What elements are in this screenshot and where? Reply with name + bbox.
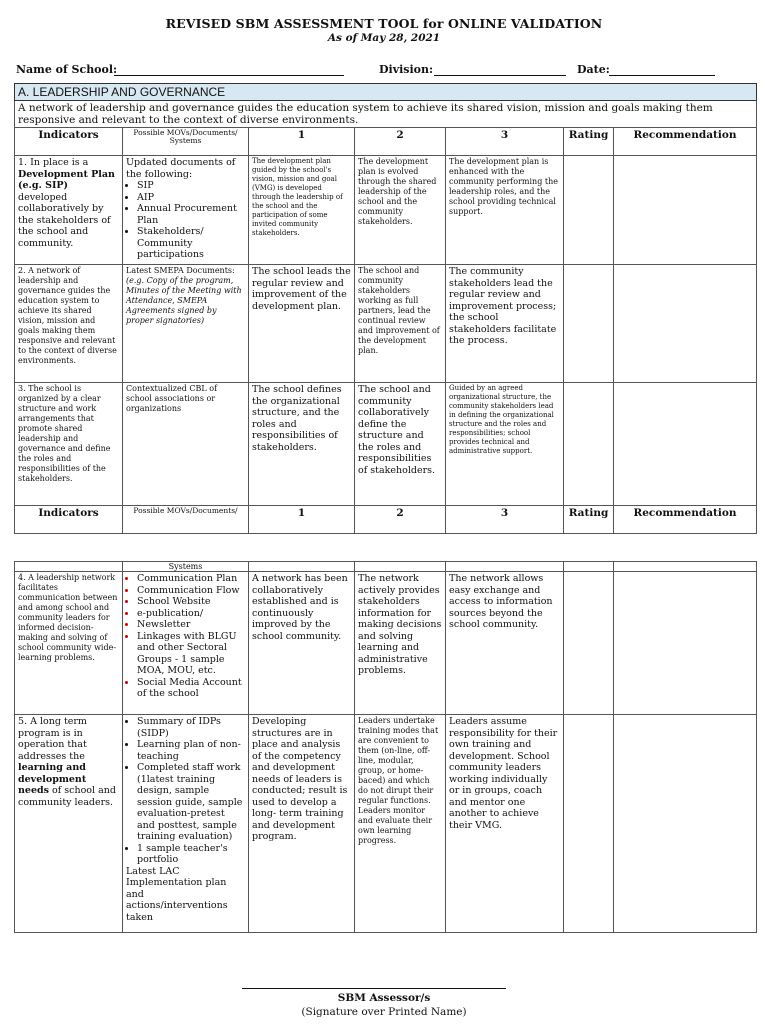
mov-item: • Learning plan of non-teaching — [137, 739, 245, 762]
col-level-2-cont — [355, 562, 446, 572]
assessment-table-part-1 — [14, 83, 757, 534]
level-3-cell: Guided by an agreed organizational structure, the community stakeholders lead in defining the organizational structure and the roles and responsibilities; school provides technical and administrative support. — [446, 383, 564, 506]
col-level-1: 1 — [249, 128, 355, 156]
rating-cell[interactable] — [564, 265, 614, 383]
indicator-text: 5. A long term program is in operation that addresses the — [18, 716, 87, 762]
mov-item: • SIP — [137, 180, 245, 192]
indicator-text: of school and community leaders. — [18, 785, 116, 808]
mov-item: • Summary of IDPs (SIDP) — [137, 716, 245, 739]
mov-item: • Communication Flow — [137, 585, 245, 597]
indicator-cell: 3. The school is organized by a clear structure and work arrangements that promote shared leadership and governance and define the roles and responsibilities of the stakeholders. — [15, 383, 123, 506]
col-level-2: 2 — [355, 128, 446, 156]
column-header-row — [15, 128, 757, 156]
recommendation-cell[interactable] — [614, 156, 757, 265]
date-line[interactable] — [609, 75, 715, 76]
level-2-cell: The school and community collaboratively define the structure and the roles and responsibilities of stakeholders. — [355, 383, 446, 506]
indicator-cell: 4. A leadership network facilitates communication between and among school and community leaders for informed decision- making and solving of school community wide- learning problems. — [15, 572, 123, 715]
table-row — [15, 715, 757, 933]
mov-item: • 1 sample teacher's portfolio — [137, 843, 245, 866]
mov-item: • Newsletter — [137, 619, 245, 631]
mov-list — [126, 716, 245, 866]
mov-list — [126, 180, 245, 261]
document-subtitle: As of May 28, 2021 — [327, 32, 441, 44]
col-indicators: Indicators — [15, 506, 123, 534]
col-level-3-cont — [446, 562, 564, 572]
table-row — [15, 156, 757, 265]
area-title: A. LEADERSHIP AND GOVERNANCE — [15, 84, 757, 101]
area-description-row — [15, 101, 757, 128]
mov-intro: Updated documents of the following: — [126, 157, 236, 180]
date-label: Date: — [577, 63, 610, 76]
rating-cell[interactable] — [564, 572, 614, 715]
signature-line[interactable] — [242, 988, 506, 989]
col-recommendation: Recommendation — [614, 128, 757, 156]
signature-note: (Signature over Printed Name) — [301, 1006, 467, 1018]
mov-cell — [123, 156, 249, 265]
mov-cell — [123, 265, 249, 383]
col-recommendation: Recommendation — [614, 506, 757, 534]
col-recommendation-cont — [614, 562, 757, 572]
level-3-cell: The development plan is enhanced with the community performing the leadership roles, and the school providing technical support. — [446, 156, 564, 265]
mov-cell: Contextualized CBL of school associations or organizations — [123, 383, 249, 506]
level-3-cell: The network allows easy exchange and access to information sources beyond the school community. — [446, 572, 564, 715]
mov-item: • Annual Procurement Plan — [137, 203, 245, 226]
header-fields — [16, 63, 756, 79]
mov-list — [126, 573, 245, 700]
indicator-bold-text: Development Plan (e.g. SIP) — [18, 168, 115, 191]
school-name-line[interactable] — [114, 75, 344, 76]
mov-item: • Communication Plan — [137, 573, 245, 585]
level-3-cell: The community stakeholders lead the regular review and improvement process; the school stakeholders facilitate the process. — [446, 265, 564, 383]
division-line[interactable] — [434, 75, 566, 76]
indicator-bold-text: learning and development needs — [18, 762, 87, 796]
level-1-cell: The school leads the regular review and improvement of the development plan. — [249, 265, 355, 383]
indicator-cell — [15, 715, 123, 933]
rating-cell[interactable] — [564, 156, 614, 265]
mov-item: • Completed staff work (1latest training design, sample session guide, sample evaluation-pretest and posttest, sample training evaluation) — [137, 762, 245, 843]
rating-cell[interactable] — [564, 383, 614, 506]
level-2-cell: The network actively provides stakeholders information for making decisions and solving learning and administrative problems. — [355, 572, 446, 715]
mov-item: • e-publication/ — [137, 608, 245, 620]
mov-item: • School Website — [137, 596, 245, 608]
mov-item: • Linkages with BLGU and other Sectoral Groups - 1 sample MOA, MOU, etc. — [137, 631, 245, 677]
recommendation-cell[interactable] — [614, 715, 757, 933]
col-level-1-cont — [249, 562, 355, 572]
level-1-cell: The development plan guided by the school's vision, mission and goal (VMG) is developed through the leadership of the school and the participation of some invited community stakeholders. — [249, 156, 355, 265]
document-title: REVISED SBM ASSESSMENT TOOL for ONLINE VALIDATION — [165, 16, 603, 31]
recommendation-cell[interactable] — [614, 572, 757, 715]
indicator-cell: 2. A network of leadership and governance guides the education system to achieve its shared vision, mission and goals making them responsive and relevant to the context of diverse environments. — [15, 265, 123, 383]
level-3-cell: Leaders assume responsibility for their own training and development. School community leaders working individually or in groups, coach and mentor one another to achieve their VMG. — [446, 715, 564, 933]
column-header-row-repeat — [15, 506, 757, 534]
table-row — [15, 265, 757, 383]
mov-item: • AIP — [137, 192, 245, 204]
col-movs: Possible MOVs/Documents/ — [123, 506, 249, 534]
mov-item: • Social Media Account of the school — [137, 677, 245, 700]
col-rating: Rating — [564, 128, 614, 156]
col-rating-cont — [564, 562, 614, 572]
level-1-cell: The school defines the organizational structure, and the roles and responsibilities of stakeholders. — [249, 383, 355, 506]
table-row — [15, 383, 757, 506]
col-level-3: 3 — [446, 506, 564, 534]
area-description: A network of leadership and governance guides the education system to achieve its shared vision, mission and goals making them responsive and relevant to the context of diverse environments. — [15, 101, 757, 128]
col-indicators: Indicators — [15, 128, 123, 156]
level-2-cell: Leaders undertake training modes that are convenient to them (on-line, off-line, modular, group, or home-baced) and which do not dirupt their regular functions. Leaders monitor and evaluate their own learning progress. — [355, 715, 446, 933]
table-row — [15, 572, 757, 715]
recommendation-cell[interactable] — [614, 265, 757, 383]
mov-examples: (e.g. Copy of the program, Minutes of the Meeting with Attendance, SMEPA Agreements signed by proper signatories) — [126, 276, 242, 325]
mov-cell — [123, 715, 249, 933]
level-2-cell: The school and community stakeholders working as full partners, lead the continual review and improvement of the development plan. — [355, 265, 446, 383]
col-level-2: 2 — [355, 506, 446, 534]
mov-item: • Stakeholders/ Community participations — [137, 226, 245, 261]
level-2-cell: The development plan is evolved through the shared leadership of the school and the community stakeholders. — [355, 156, 446, 265]
col-rating: Rating — [564, 506, 614, 534]
indicator-cell — [15, 156, 123, 265]
recommendation-cell[interactable] — [614, 383, 757, 506]
col-movs: Possible MOVs/Documents/ Systems — [123, 128, 249, 156]
mov-cell — [123, 572, 249, 715]
indicator-text: 1. In place is a — [18, 157, 89, 168]
mov-intro: Latest SMEPA Documents: — [126, 266, 235, 275]
col-indicators-cont — [15, 562, 123, 572]
school-name-label: Name of School: — [16, 63, 118, 76]
indicator-text: developed collaboratively by the stakeholders of the school and community. — [18, 191, 111, 249]
signature-role: SBM Assessor/s — [337, 992, 431, 1004]
area-row — [15, 84, 757, 101]
column-header-continuation — [15, 562, 757, 572]
level-1-cell: Developing structures are in place and analysis of the competency and development needs of leaders is conducted; result is used to develop a long- term training and development program. — [249, 715, 355, 933]
assessment-table-part-2 — [14, 561, 757, 933]
mov-tail: Latest LAC Implementation plan and actions/interventions taken — [126, 865, 228, 923]
level-1-cell: A network has been collaboratively established and is continuously improved by the school community. — [249, 572, 355, 715]
rating-cell[interactable] — [564, 715, 614, 933]
col-movs-cont: Systems — [123, 562, 249, 572]
division-label: Division: — [379, 63, 434, 76]
col-level-1: 1 — [249, 506, 355, 534]
col-level-3: 3 — [446, 128, 564, 156]
